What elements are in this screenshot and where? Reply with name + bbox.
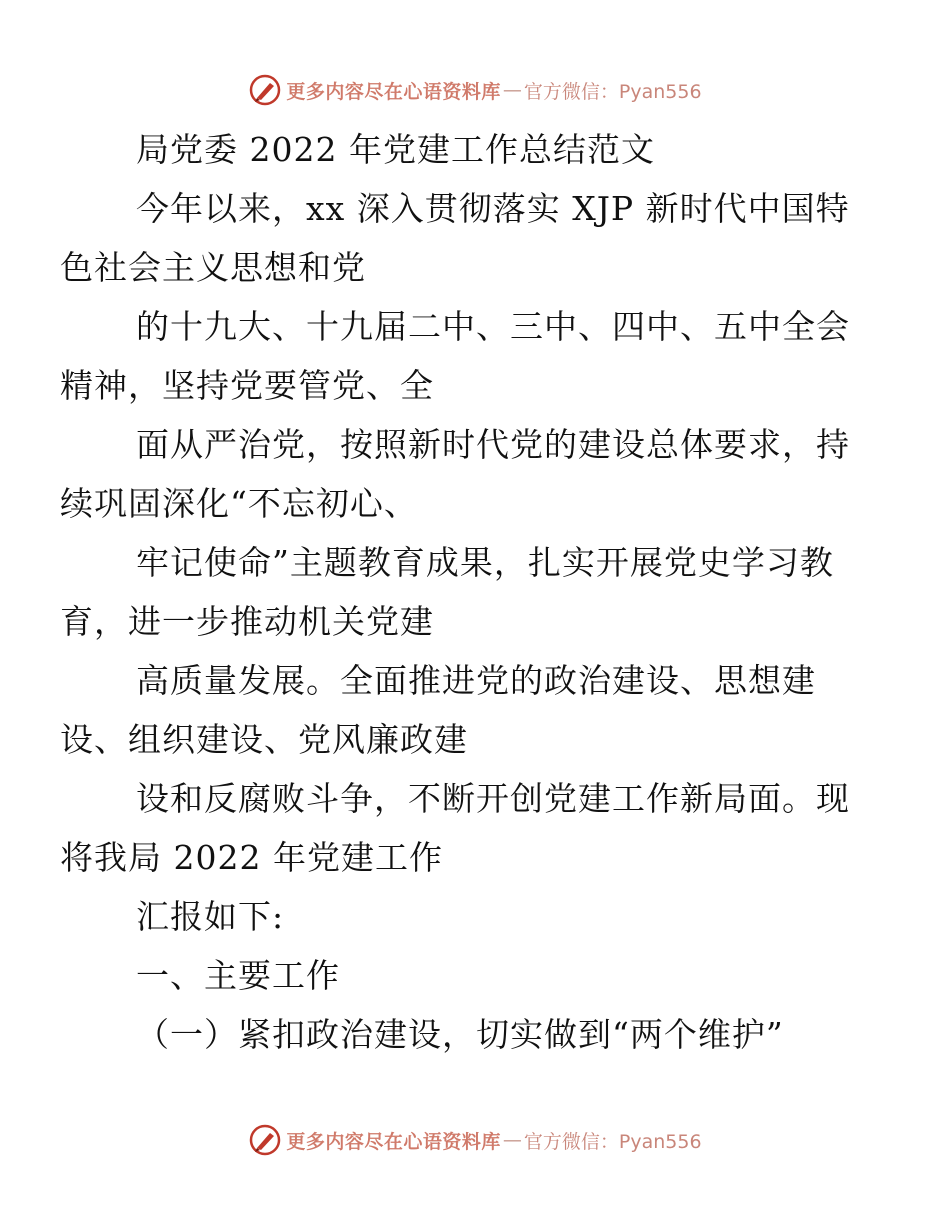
paragraph-line: 续巩固深化“不忘初心、 <box>60 484 418 523</box>
paragraph-line: 高质量发展。全面推进党的政治建设、思想建 <box>136 661 816 700</box>
paragraph <box>60 533 858 651</box>
document-title: 局党委 2022 年党建工作总结范文 <box>136 130 655 169</box>
watermark-separator: — <box>502 1129 522 1151</box>
paragraph-line: 精神，坚持党要管党、全 <box>60 366 434 405</box>
paragraph <box>98 946 858 1005</box>
footer-watermark <box>0 1120 950 1160</box>
paragraph <box>60 769 858 887</box>
paragraph <box>98 1005 858 1064</box>
watermark-separator: — <box>502 79 522 101</box>
paragraph-line: 面从严治党，按照新时代党的建设总体要求，持 <box>136 425 850 464</box>
pen-logo-icon <box>248 1123 282 1157</box>
paragraph-line: 的十九大、十九届二中、三中、四中、五中全会 <box>136 307 850 346</box>
paragraph-line: 汇报如下: <box>136 897 285 936</box>
paragraph-line: 设、组织建设、党风廉政建 <box>60 720 468 759</box>
header-watermark <box>0 70 950 110</box>
paragraph-line: 育，进一步推动机关党建 <box>60 602 434 641</box>
paragraph-list <box>60 179 858 1064</box>
paragraph <box>60 415 858 533</box>
watermark-main-text: 更多内容尽在心语资料库 <box>286 80 501 103</box>
pen-logo-icon <box>248 73 282 107</box>
paragraph-line: 将我局 2022 年党建工作 <box>60 838 443 877</box>
paragraph-line: 设和反腐败斗争，不断开创党建工作新局面。现 <box>136 779 850 818</box>
paragraph <box>60 179 858 297</box>
paragraph <box>60 297 858 415</box>
paragraph <box>60 651 858 769</box>
paragraph-line: 色社会主义思想和党 <box>60 248 366 287</box>
paragraph <box>98 887 858 946</box>
watermark-suffix-text: 官方微信：Pyan556 <box>523 1130 702 1153</box>
paragraph-line: （一）紧扣政治建设，切实做到“两个维护” <box>136 1015 784 1054</box>
paragraph-line: 牢记使命”主题教育成果，扎实开展党史学习教 <box>136 543 834 582</box>
document-body <box>60 120 858 1064</box>
paragraph-line: 今年以来，xx 深入贯彻落实 XJP 新时代中国特 <box>136 189 850 228</box>
paragraph-line: 一、主要工作 <box>136 956 340 995</box>
watermark-main-text: 更多内容尽在心语资料库 <box>286 1130 501 1153</box>
watermark-suffix-text: 官方微信：Pyan556 <box>523 80 702 103</box>
